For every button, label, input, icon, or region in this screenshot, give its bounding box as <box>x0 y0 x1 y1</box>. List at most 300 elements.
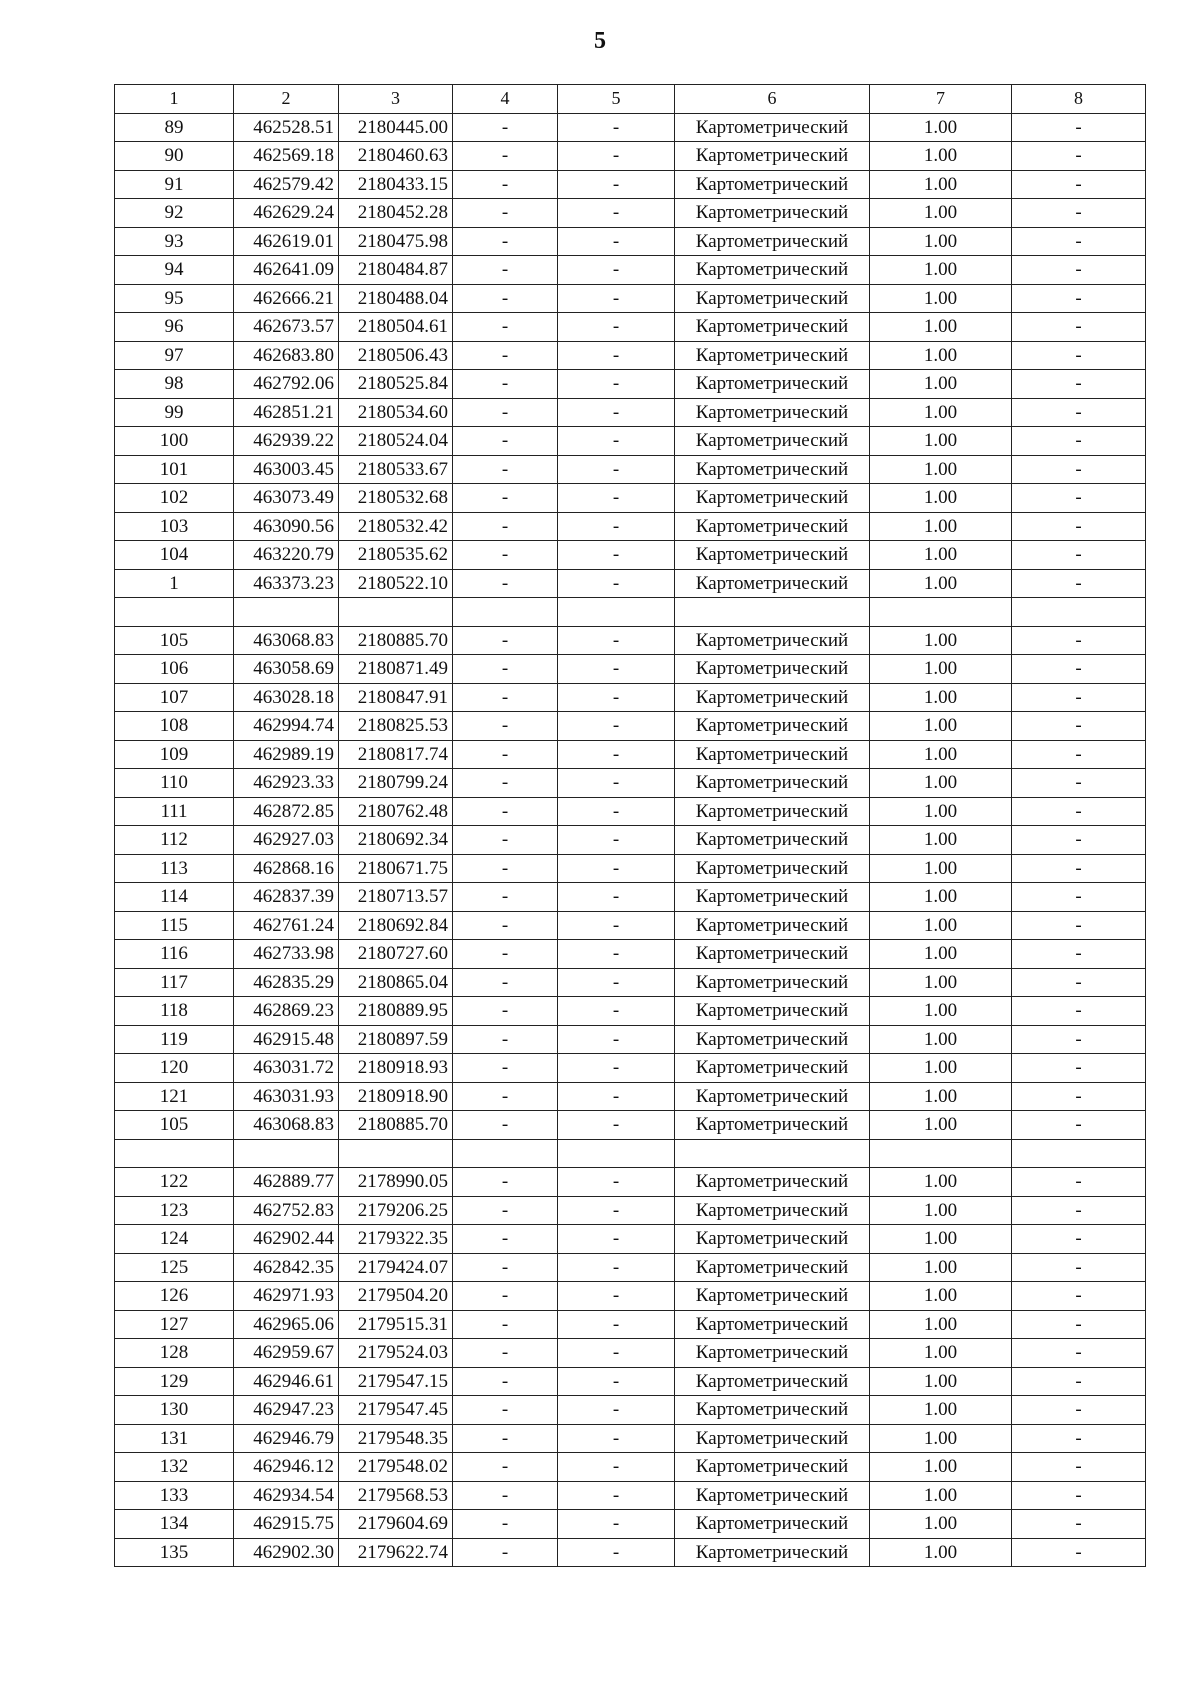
y-coordinate-cell: 2180692.84 <box>339 911 453 940</box>
y-coordinate-cell: 2180897.59 <box>339 1025 453 1054</box>
point-number-cell: 106 <box>115 655 234 684</box>
accuracy-cell: 1.00 <box>870 1424 1012 1453</box>
point-number-cell: 131 <box>115 1424 234 1453</box>
point-number-cell: 98 <box>115 370 234 399</box>
col4-cell: - <box>453 1025 558 1054</box>
y-coordinate-cell: 2180532.68 <box>339 484 453 513</box>
x-coordinate-cell: 462947.23 <box>234 1396 339 1425</box>
col4-cell: - <box>453 1424 558 1453</box>
col8-cell: - <box>1012 284 1146 313</box>
table-row <box>115 940 1146 969</box>
col8-cell: - <box>1012 1225 1146 1254</box>
table-row <box>115 1424 1146 1453</box>
point-number-cell: 113 <box>115 854 234 883</box>
col5-cell: - <box>558 1424 675 1453</box>
accuracy-cell: 1.00 <box>870 256 1012 285</box>
point-number-cell: 96 <box>115 313 234 342</box>
col8-cell: - <box>1012 1367 1146 1396</box>
col8-cell: - <box>1012 1253 1146 1282</box>
col8-cell: - <box>1012 1453 1146 1482</box>
y-coordinate-cell: 2179524.03 <box>339 1339 453 1368</box>
accuracy-cell: 1.00 <box>870 1225 1012 1254</box>
col8-cell: - <box>1012 1339 1146 1368</box>
col8-cell: - <box>1012 398 1146 427</box>
table-row <box>115 1339 1146 1368</box>
col4-cell: - <box>453 911 558 940</box>
col5-cell: - <box>558 683 675 712</box>
x-coordinate-cell: 462872.85 <box>234 797 339 826</box>
table-row <box>115 826 1146 855</box>
accuracy-cell: 1.00 <box>870 769 1012 798</box>
y-coordinate-cell: 2180533.67 <box>339 455 453 484</box>
method-cell: Картометрический <box>675 341 870 370</box>
x-coordinate-cell <box>234 1139 339 1168</box>
col4-cell: - <box>453 199 558 228</box>
x-coordinate-cell: 462528.51 <box>234 113 339 142</box>
col5-cell: - <box>558 940 675 969</box>
point-number-cell: 114 <box>115 883 234 912</box>
col8-cell: - <box>1012 541 1146 570</box>
col8-cell: - <box>1012 512 1146 541</box>
point-number-cell: 126 <box>115 1282 234 1311</box>
table-row <box>115 370 1146 399</box>
col8-cell: - <box>1012 826 1146 855</box>
y-coordinate-cell: 2179515.31 <box>339 1310 453 1339</box>
x-coordinate-cell: 463373.23 <box>234 569 339 598</box>
col8-cell: - <box>1012 427 1146 456</box>
col5-cell: - <box>558 1310 675 1339</box>
col4-cell: - <box>453 455 558 484</box>
method-cell: Картометрический <box>675 1025 870 1054</box>
accuracy-cell: 1.00 <box>870 883 1012 912</box>
col8-cell: - <box>1012 769 1146 798</box>
col4-cell: - <box>453 1481 558 1510</box>
accuracy-cell: 1.00 <box>870 1253 1012 1282</box>
x-coordinate-cell: 462965.06 <box>234 1310 339 1339</box>
point-number-cell: 105 <box>115 626 234 655</box>
col5-cell: - <box>558 826 675 855</box>
accuracy-cell: 1.00 <box>870 626 1012 655</box>
y-coordinate-cell <box>339 598 453 627</box>
accuracy-cell: 1.00 <box>870 284 1012 313</box>
col5-cell: - <box>558 1510 675 1539</box>
y-coordinate-cell: 2180460.63 <box>339 142 453 171</box>
col8-cell: - <box>1012 1082 1146 1111</box>
x-coordinate-cell: 463031.93 <box>234 1082 339 1111</box>
x-coordinate-cell <box>234 598 339 627</box>
point-number-cell: 124 <box>115 1225 234 1254</box>
x-coordinate-cell: 462673.57 <box>234 313 339 342</box>
method-cell: Картометрический <box>675 1253 870 1282</box>
accuracy-cell: 1.00 <box>870 142 1012 171</box>
x-coordinate-cell: 463068.83 <box>234 1111 339 1140</box>
table-row <box>115 427 1146 456</box>
table-row <box>115 1453 1146 1482</box>
table-header-row <box>115 85 1146 114</box>
col4-cell <box>453 598 558 627</box>
separator-row <box>115 598 1146 627</box>
header-cell: 5 <box>558 85 675 114</box>
point-number-cell: 103 <box>115 512 234 541</box>
col4-cell: - <box>453 512 558 541</box>
point-number-cell: 107 <box>115 683 234 712</box>
method-cell <box>675 598 870 627</box>
col5-cell: - <box>558 541 675 570</box>
y-coordinate-cell: 2180727.60 <box>339 940 453 969</box>
y-coordinate-cell: 2179206.25 <box>339 1196 453 1225</box>
method-cell: Картометрический <box>675 370 870 399</box>
col5-cell: - <box>558 427 675 456</box>
method-cell: Картометрический <box>675 1424 870 1453</box>
point-number-cell: 97 <box>115 341 234 370</box>
point-number-cell: 118 <box>115 997 234 1026</box>
x-coordinate-cell: 462868.16 <box>234 854 339 883</box>
point-number-cell: 122 <box>115 1168 234 1197</box>
accuracy-cell: 1.00 <box>870 170 1012 199</box>
x-coordinate-cell: 462927.03 <box>234 826 339 855</box>
point-number-cell: 100 <box>115 427 234 456</box>
x-coordinate-cell: 462939.22 <box>234 427 339 456</box>
col4-cell: - <box>453 854 558 883</box>
accuracy-cell: 1.00 <box>870 1396 1012 1425</box>
x-coordinate-cell: 462889.77 <box>234 1168 339 1197</box>
x-coordinate-cell: 462915.75 <box>234 1510 339 1539</box>
method-cell: Картометрический <box>675 797 870 826</box>
col8-cell: - <box>1012 1424 1146 1453</box>
y-coordinate-cell: 2180817.74 <box>339 740 453 769</box>
col5-cell: - <box>558 284 675 313</box>
method-cell: Картометрический <box>675 883 870 912</box>
col8-cell: - <box>1012 1538 1146 1567</box>
method-cell: Картометрический <box>675 313 870 342</box>
table-row <box>115 512 1146 541</box>
point-number-cell <box>115 1139 234 1168</box>
col8-cell: - <box>1012 113 1146 142</box>
col4-cell: - <box>453 1282 558 1311</box>
point-number-cell: 119 <box>115 1025 234 1054</box>
method-cell: Картометрический <box>675 227 870 256</box>
col8-cell <box>1012 598 1146 627</box>
table-row <box>115 1196 1146 1225</box>
y-coordinate-cell: 2180847.91 <box>339 683 453 712</box>
col5-cell: - <box>558 512 675 541</box>
col8-cell: - <box>1012 484 1146 513</box>
table-row <box>115 1111 1146 1140</box>
header-cell: 2 <box>234 85 339 114</box>
y-coordinate-cell: 2180889.95 <box>339 997 453 1026</box>
accuracy-cell: 1.00 <box>870 370 1012 399</box>
x-coordinate-cell: 462923.33 <box>234 769 339 798</box>
col4-cell: - <box>453 1111 558 1140</box>
x-coordinate-cell: 462869.23 <box>234 997 339 1026</box>
point-number-cell: 129 <box>115 1367 234 1396</box>
accuracy-cell: 1.00 <box>870 1082 1012 1111</box>
x-coordinate-cell: 462946.12 <box>234 1453 339 1482</box>
col8-cell: - <box>1012 1168 1146 1197</box>
y-coordinate-cell: 2180534.60 <box>339 398 453 427</box>
col4-cell: - <box>453 427 558 456</box>
x-coordinate-cell: 462761.24 <box>234 911 339 940</box>
y-coordinate-cell: 2180871.49 <box>339 655 453 684</box>
accuracy-cell: 1.00 <box>870 398 1012 427</box>
page-number: 5 <box>594 28 606 54</box>
x-coordinate-cell: 462752.83 <box>234 1196 339 1225</box>
method-cell: Картометрический <box>675 541 870 570</box>
col4-cell: - <box>453 370 558 399</box>
col4-cell: - <box>453 1168 558 1197</box>
col4-cell <box>453 1139 558 1168</box>
y-coordinate-cell: 2180825.53 <box>339 712 453 741</box>
point-number-cell: 130 <box>115 1396 234 1425</box>
col8-cell: - <box>1012 1481 1146 1510</box>
x-coordinate-cell: 462989.19 <box>234 740 339 769</box>
col5-cell: - <box>558 199 675 228</box>
col5-cell: - <box>558 1168 675 1197</box>
accuracy-cell: 1.00 <box>870 541 1012 570</box>
x-coordinate-cell: 463068.83 <box>234 626 339 655</box>
accuracy-cell: 1.00 <box>870 712 1012 741</box>
col8-cell: - <box>1012 1054 1146 1083</box>
method-cell: Картометрический <box>675 512 870 541</box>
y-coordinate-cell: 2180522.10 <box>339 569 453 598</box>
col5-cell: - <box>558 797 675 826</box>
method-cell: Картометрический <box>675 769 870 798</box>
header-cell: 7 <box>870 85 1012 114</box>
col5-cell: - <box>558 398 675 427</box>
method-cell: Картометрический <box>675 940 870 969</box>
y-coordinate-cell: 2180918.93 <box>339 1054 453 1083</box>
col4-cell: - <box>453 484 558 513</box>
point-number-cell: 109 <box>115 740 234 769</box>
col5-cell: - <box>558 1082 675 1111</box>
accuracy-cell: 1.00 <box>870 940 1012 969</box>
x-coordinate-cell: 462915.48 <box>234 1025 339 1054</box>
method-cell: Картометрический <box>675 826 870 855</box>
col5-cell: - <box>558 484 675 513</box>
col8-cell: - <box>1012 341 1146 370</box>
col5-cell <box>558 1139 675 1168</box>
point-number-cell: 104 <box>115 541 234 570</box>
col4-cell: - <box>453 683 558 712</box>
y-coordinate-cell: 2179622.74 <box>339 1538 453 1567</box>
point-number-cell: 112 <box>115 826 234 855</box>
point-number-cell: 89 <box>115 113 234 142</box>
col4-cell: - <box>453 1225 558 1254</box>
method-cell: Картометрический <box>675 113 870 142</box>
y-coordinate-cell: 2179568.53 <box>339 1481 453 1510</box>
accuracy-cell: 1.00 <box>870 1453 1012 1482</box>
accuracy-cell: 1.00 <box>870 1168 1012 1197</box>
table-row <box>115 626 1146 655</box>
col8-cell: - <box>1012 569 1146 598</box>
col4-cell: - <box>453 826 558 855</box>
y-coordinate-cell: 2180885.70 <box>339 1111 453 1140</box>
col5-cell: - <box>558 1225 675 1254</box>
x-coordinate-cell: 462835.29 <box>234 968 339 997</box>
method-cell: Картометрический <box>675 1510 870 1539</box>
header-cell: 6 <box>675 85 870 114</box>
col4-cell: - <box>453 284 558 313</box>
point-number-cell: 91 <box>115 170 234 199</box>
x-coordinate-cell: 462902.44 <box>234 1225 339 1254</box>
col5-cell: - <box>558 854 675 883</box>
y-coordinate-cell: 2178990.05 <box>339 1168 453 1197</box>
col5-cell: - <box>558 1453 675 1482</box>
method-cell: Картометрический <box>675 1111 870 1140</box>
accuracy-cell: 1.00 <box>870 227 1012 256</box>
method-cell: Картометрический <box>675 854 870 883</box>
table-row <box>115 1082 1146 1111</box>
col4-cell: - <box>453 1453 558 1482</box>
table-row <box>115 1310 1146 1339</box>
table-row <box>115 142 1146 171</box>
col4-cell: - <box>453 997 558 1026</box>
col5-cell: - <box>558 569 675 598</box>
col5-cell: - <box>558 227 675 256</box>
x-coordinate-cell: 462902.30 <box>234 1538 339 1567</box>
col4-cell: - <box>453 398 558 427</box>
col8-cell: - <box>1012 712 1146 741</box>
y-coordinate-cell: 2180525.84 <box>339 370 453 399</box>
point-number-cell: 125 <box>115 1253 234 1282</box>
x-coordinate-cell: 463031.72 <box>234 1054 339 1083</box>
accuracy-cell: 1.00 <box>870 341 1012 370</box>
x-coordinate-cell: 463003.45 <box>234 455 339 484</box>
point-number-cell: 116 <box>115 940 234 969</box>
method-cell: Картометрический <box>675 997 870 1026</box>
accuracy-cell: 1.00 <box>870 826 1012 855</box>
y-coordinate-cell: 2180713.57 <box>339 883 453 912</box>
col8-cell: - <box>1012 1196 1146 1225</box>
header-cell: 8 <box>1012 85 1146 114</box>
table-row <box>115 1253 1146 1282</box>
col5-cell: - <box>558 1282 675 1311</box>
col5-cell: - <box>558 142 675 171</box>
accuracy-cell: 1.00 <box>870 740 1012 769</box>
accuracy-cell: 1.00 <box>870 569 1012 598</box>
col5-cell: - <box>558 655 675 684</box>
y-coordinate-cell: 2180433.15 <box>339 170 453 199</box>
table-body <box>115 85 1146 1567</box>
col4-cell: - <box>453 113 558 142</box>
point-number-cell: 90 <box>115 142 234 171</box>
accuracy-cell: 1.00 <box>870 968 1012 997</box>
y-coordinate-cell: 2179547.15 <box>339 1367 453 1396</box>
y-coordinate-cell: 2180918.90 <box>339 1082 453 1111</box>
point-number-cell: 94 <box>115 256 234 285</box>
col4-cell: - <box>453 1339 558 1368</box>
col5-cell: - <box>558 170 675 199</box>
method-cell: Картометрический <box>675 484 870 513</box>
col8-cell <box>1012 1139 1146 1168</box>
x-coordinate-cell: 462579.42 <box>234 170 339 199</box>
table-row <box>115 113 1146 142</box>
col5-cell <box>558 598 675 627</box>
col4-cell: - <box>453 541 558 570</box>
col4-cell: - <box>453 1054 558 1083</box>
accuracy-cell: 1.00 <box>870 655 1012 684</box>
table-row <box>115 968 1146 997</box>
table-row <box>115 1168 1146 1197</box>
col5-cell: - <box>558 1111 675 1140</box>
x-coordinate-cell: 462666.21 <box>234 284 339 313</box>
accuracy-cell: 1.00 <box>870 1339 1012 1368</box>
col8-cell: - <box>1012 1025 1146 1054</box>
col5-cell: - <box>558 1253 675 1282</box>
col5-cell: - <box>558 455 675 484</box>
col4-cell: - <box>453 227 558 256</box>
method-cell: Картометрический <box>675 1196 870 1225</box>
col5-cell: - <box>558 997 675 1026</box>
table-row <box>115 1282 1146 1311</box>
table-row <box>115 484 1146 513</box>
col4-cell: - <box>453 712 558 741</box>
col5-cell: - <box>558 113 675 142</box>
method-cell: Картометрический <box>675 1282 870 1311</box>
x-coordinate-cell: 462733.98 <box>234 940 339 969</box>
table-row <box>115 313 1146 342</box>
table-row <box>115 199 1146 228</box>
col8-cell: - <box>1012 968 1146 997</box>
method-cell: Картометрический <box>675 284 870 313</box>
table-row <box>115 997 1146 1026</box>
method-cell: Картометрический <box>675 712 870 741</box>
method-cell: Картометрический <box>675 1168 870 1197</box>
col5-cell: - <box>558 712 675 741</box>
col4-cell: - <box>453 1510 558 1539</box>
y-coordinate-cell: 2179547.45 <box>339 1396 453 1425</box>
method-cell: Картометрический <box>675 740 870 769</box>
col8-cell: - <box>1012 199 1146 228</box>
point-number-cell: 110 <box>115 769 234 798</box>
table-row <box>115 398 1146 427</box>
accuracy-cell: 1.00 <box>870 797 1012 826</box>
point-number-cell: 133 <box>115 1481 234 1510</box>
table-row <box>115 740 1146 769</box>
col8-cell: - <box>1012 854 1146 883</box>
point-number-cell: 123 <box>115 1196 234 1225</box>
point-number-cell: 117 <box>115 968 234 997</box>
accuracy-cell: 1.00 <box>870 911 1012 940</box>
col8-cell: - <box>1012 911 1146 940</box>
accuracy-cell: 1.00 <box>870 1196 1012 1225</box>
col8-cell: - <box>1012 883 1146 912</box>
header-cell: 1 <box>115 85 234 114</box>
accuracy-cell: 1.00 <box>870 313 1012 342</box>
table-row <box>115 1510 1146 1539</box>
col5-cell: - <box>558 313 675 342</box>
table-row <box>115 1538 1146 1567</box>
point-number-cell: 132 <box>115 1453 234 1482</box>
x-coordinate-cell: 463058.69 <box>234 655 339 684</box>
col4-cell: - <box>453 626 558 655</box>
col8-cell: - <box>1012 256 1146 285</box>
col8-cell: - <box>1012 313 1146 342</box>
y-coordinate-cell: 2180762.48 <box>339 797 453 826</box>
col4-cell: - <box>453 655 558 684</box>
col5-cell: - <box>558 1538 675 1567</box>
y-coordinate-cell: 2180506.43 <box>339 341 453 370</box>
method-cell: Картометрический <box>675 1225 870 1254</box>
table-row <box>115 1367 1146 1396</box>
col5-cell: - <box>558 883 675 912</box>
accuracy-cell: 1.00 <box>870 1111 1012 1140</box>
col8-cell: - <box>1012 455 1146 484</box>
method-cell: Картометрический <box>675 968 870 997</box>
col8-cell: - <box>1012 142 1146 171</box>
y-coordinate-cell: 2179548.02 <box>339 1453 453 1482</box>
table-row <box>115 256 1146 285</box>
